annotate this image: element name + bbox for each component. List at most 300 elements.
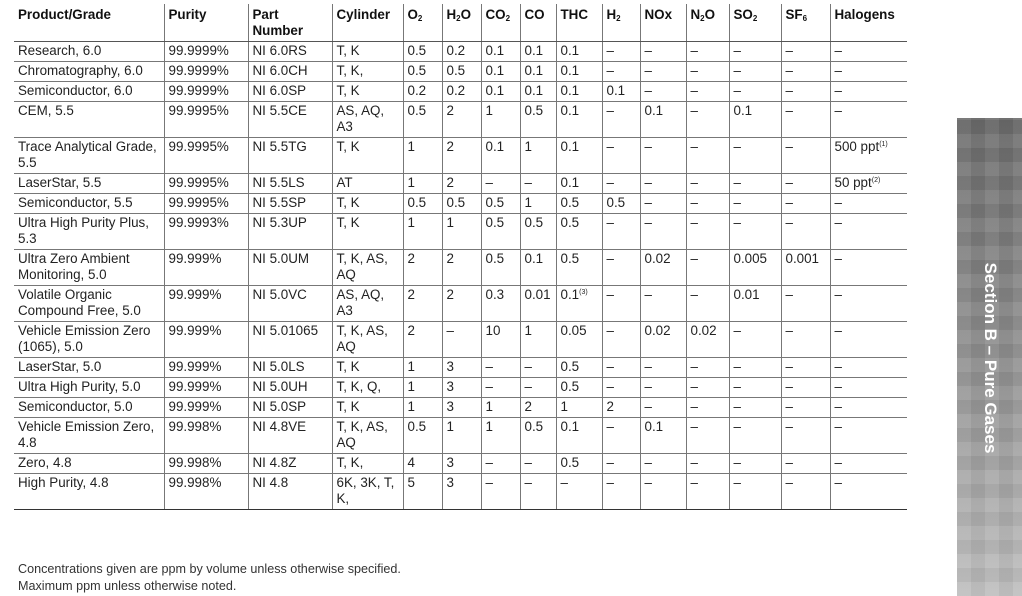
cell-o2 bbox=[403, 174, 442, 194]
column-header-text: CO bbox=[524, 7, 545, 22]
cell-value: – bbox=[606, 251, 614, 266]
cell-value: – bbox=[606, 475, 614, 490]
cell-value: – bbox=[524, 475, 532, 490]
cell-value: 99.999% bbox=[168, 399, 222, 414]
cell-h2o bbox=[442, 194, 481, 214]
cell-nox bbox=[640, 398, 686, 418]
cell-halogens bbox=[830, 474, 907, 510]
cell-so2 bbox=[729, 138, 781, 174]
cell-thc bbox=[556, 378, 602, 398]
cell-value: 0.5 bbox=[560, 359, 580, 374]
cell-so2 bbox=[729, 194, 781, 214]
cell-value: 3 bbox=[446, 455, 454, 470]
cell-o2 bbox=[403, 82, 442, 102]
cell-value: – bbox=[690, 195, 698, 210]
cell-value: 1 bbox=[407, 359, 415, 374]
cell-value: NI 5.5TG bbox=[252, 139, 307, 154]
cell-halogens bbox=[830, 174, 907, 194]
cell-thc bbox=[556, 286, 602, 322]
cell-value: 0.1 bbox=[644, 419, 664, 434]
column-header-thc bbox=[556, 4, 602, 42]
cell-purity bbox=[164, 194, 248, 214]
cell-value: – bbox=[690, 175, 698, 190]
cell-value: 3 bbox=[446, 475, 454, 490]
cell-sf6 bbox=[781, 42, 830, 62]
cell-n2o bbox=[686, 250, 729, 286]
cell-value: – bbox=[606, 43, 614, 58]
cell-value: 2 bbox=[407, 323, 415, 338]
cell-purity bbox=[164, 102, 248, 138]
cell-value: 99.9999% bbox=[168, 63, 229, 78]
cell-value: T, K, Q, bbox=[336, 379, 382, 394]
cell-sf6 bbox=[781, 194, 830, 214]
cell-value: – bbox=[606, 175, 614, 190]
cell-value: Chromatography, 6.0 bbox=[18, 63, 143, 78]
cell-co2 bbox=[481, 454, 520, 474]
cell-value: 0.2 bbox=[446, 43, 466, 58]
cell-value: – bbox=[644, 287, 652, 302]
cell-value: 50 ppt bbox=[834, 175, 872, 190]
cell-value: – bbox=[606, 379, 614, 394]
table-body bbox=[14, 42, 907, 510]
cell-value: 99.9999% bbox=[168, 83, 229, 98]
cell-value: 99.9999% bbox=[168, 43, 229, 58]
cell-value: – bbox=[690, 103, 698, 118]
cell-so2 bbox=[729, 250, 781, 286]
cell-nox bbox=[640, 418, 686, 454]
cell-value: 0.5 bbox=[446, 195, 466, 210]
cell-value: 0.5 bbox=[407, 419, 427, 434]
cell-value: 1 bbox=[524, 323, 532, 338]
column-header-text: THC bbox=[560, 7, 589, 22]
cell-value: – bbox=[785, 43, 793, 58]
cell-h2 bbox=[602, 214, 640, 250]
cell-cylinder bbox=[332, 82, 403, 102]
footnote-marker: (3) bbox=[579, 289, 588, 296]
cell-co2 bbox=[481, 174, 520, 194]
cell-n2o bbox=[686, 174, 729, 194]
column-header-sf6 bbox=[781, 4, 830, 42]
cell-value: 2 bbox=[407, 287, 415, 302]
cell-nox bbox=[640, 42, 686, 62]
cell-value: – bbox=[785, 475, 793, 490]
cell-value: 3 bbox=[446, 399, 454, 414]
cell-purity bbox=[164, 474, 248, 510]
column-header-nox bbox=[640, 4, 686, 42]
cell-value: NI 5.0UM bbox=[252, 251, 310, 266]
cell-value: 0.5 bbox=[560, 455, 580, 470]
cell-n2o bbox=[686, 454, 729, 474]
column-header-cylinder bbox=[332, 4, 403, 42]
cell-value: T, K bbox=[336, 399, 360, 414]
cell-thc bbox=[556, 214, 602, 250]
cell-purity bbox=[164, 418, 248, 454]
cell-value: – bbox=[834, 399, 842, 414]
footnote-units: Concentrations given are ppm by volume unless otherwise specified. bbox=[18, 562, 401, 576]
cell-h2 bbox=[602, 138, 640, 174]
cell-thc bbox=[556, 322, 602, 358]
cell-h2o bbox=[442, 62, 481, 82]
cell-part-number bbox=[248, 102, 332, 138]
cell-part-number bbox=[248, 286, 332, 322]
cell-o2 bbox=[403, 418, 442, 454]
cell-co2 bbox=[481, 398, 520, 418]
cell-value: 0.2 bbox=[407, 83, 427, 98]
cell-product-grade bbox=[14, 322, 164, 358]
cell-value: – bbox=[485, 455, 493, 470]
cell-product-grade bbox=[14, 398, 164, 418]
cell-value: – bbox=[834, 455, 842, 470]
cell-value: 4 bbox=[407, 455, 415, 470]
cell-part-number bbox=[248, 454, 332, 474]
cell-value: T, K, AS, AQ bbox=[336, 251, 388, 282]
cell-part-number bbox=[248, 322, 332, 358]
cell-so2 bbox=[729, 418, 781, 454]
cell-value: 0.5 bbox=[560, 379, 580, 394]
cell-cylinder bbox=[332, 174, 403, 194]
cell-nox bbox=[640, 82, 686, 102]
cell-value: 2 bbox=[446, 251, 454, 266]
cell-value: – bbox=[524, 455, 532, 470]
cell-h2o bbox=[442, 454, 481, 474]
cell-cylinder bbox=[332, 322, 403, 358]
cell-value: 0.5 bbox=[560, 215, 580, 230]
cell-value: 0.1 bbox=[485, 83, 505, 98]
cell-o2 bbox=[403, 102, 442, 138]
cell-value: 2 bbox=[524, 399, 532, 414]
cell-o2 bbox=[403, 378, 442, 398]
cell-value: – bbox=[644, 455, 652, 470]
cell-value: T, K bbox=[336, 195, 360, 210]
cell-product-grade bbox=[14, 454, 164, 474]
cell-h2 bbox=[602, 454, 640, 474]
cell-value: – bbox=[446, 323, 454, 338]
cell-part-number bbox=[248, 398, 332, 418]
section-side-tab bbox=[957, 118, 1022, 596]
cell-nox bbox=[640, 358, 686, 378]
cell-so2 bbox=[729, 62, 781, 82]
cell-value: CEM, 5.5 bbox=[18, 103, 74, 118]
cell-co bbox=[520, 174, 556, 194]
cell-o2 bbox=[403, 398, 442, 418]
cell-co bbox=[520, 378, 556, 398]
cell-value: – bbox=[606, 287, 614, 302]
cell-value: Ultra Zero Ambient Monitoring, 5.0 bbox=[18, 251, 130, 282]
cell-o2 bbox=[403, 214, 442, 250]
column-header-text: O bbox=[407, 7, 418, 22]
cell-value: – bbox=[485, 379, 493, 394]
cell-value: 99.9995% bbox=[168, 175, 229, 190]
cell-value: NI 5.3UP bbox=[252, 215, 307, 230]
cell-nox bbox=[640, 250, 686, 286]
cell-part-number bbox=[248, 194, 332, 214]
cell-value: – bbox=[644, 63, 652, 78]
cell-value: 0.5 bbox=[485, 195, 505, 210]
column-header-co bbox=[520, 4, 556, 42]
cell-value: – bbox=[733, 359, 741, 374]
cell-co bbox=[520, 250, 556, 286]
cell-thc bbox=[556, 174, 602, 194]
table-row bbox=[14, 454, 907, 474]
cell-value: 1 bbox=[485, 399, 493, 414]
cell-value: 99.999% bbox=[168, 359, 222, 374]
cell-value: – bbox=[834, 83, 842, 98]
table-header-row bbox=[14, 4, 907, 42]
cell-thc bbox=[556, 250, 602, 286]
cell-value: AS, AQ, A3 bbox=[336, 103, 385, 134]
cell-value: – bbox=[606, 323, 614, 338]
cell-value: – bbox=[606, 359, 614, 374]
cell-value: – bbox=[485, 175, 493, 190]
cell-value: – bbox=[524, 359, 532, 374]
cell-nox bbox=[640, 322, 686, 358]
cell-thc bbox=[556, 474, 602, 510]
cell-thc bbox=[556, 194, 602, 214]
cell-value: – bbox=[785, 323, 793, 338]
column-header-h2 bbox=[602, 4, 640, 42]
cell-value: – bbox=[785, 195, 793, 210]
cell-h2 bbox=[602, 42, 640, 62]
cell-value: T, K bbox=[336, 83, 360, 98]
cell-value: 3 bbox=[446, 379, 454, 394]
cell-cylinder bbox=[332, 286, 403, 322]
cell-purity bbox=[164, 378, 248, 398]
table-row bbox=[14, 174, 907, 194]
cell-sf6 bbox=[781, 250, 830, 286]
cell-co2 bbox=[481, 322, 520, 358]
cell-value: Volatile Organic Compound Free, 5.0 bbox=[18, 287, 141, 318]
table-row bbox=[14, 398, 907, 418]
cell-co bbox=[520, 194, 556, 214]
cell-value: – bbox=[733, 63, 741, 78]
cell-value: – bbox=[606, 139, 614, 154]
cell-value: – bbox=[733, 195, 741, 210]
column-header-subscript: 2 bbox=[456, 14, 461, 23]
cell-h2o bbox=[442, 82, 481, 102]
cell-purity bbox=[164, 322, 248, 358]
cell-part-number bbox=[248, 474, 332, 510]
cell-product-grade bbox=[14, 378, 164, 398]
table-row bbox=[14, 286, 907, 322]
cell-value: 0.5 bbox=[407, 63, 427, 78]
cell-sf6 bbox=[781, 286, 830, 322]
cell-value: – bbox=[834, 323, 842, 338]
cell-value: – bbox=[785, 63, 793, 78]
cell-co bbox=[520, 398, 556, 418]
cell-h2 bbox=[602, 322, 640, 358]
cell-so2 bbox=[729, 474, 781, 510]
cell-value: 0.2 bbox=[446, 83, 466, 98]
cell-value: – bbox=[733, 379, 741, 394]
cell-thc bbox=[556, 42, 602, 62]
cell-value: – bbox=[733, 323, 741, 338]
cell-value: 99.998% bbox=[168, 475, 222, 490]
cell-halogens bbox=[830, 418, 907, 454]
cell-value: – bbox=[834, 359, 842, 374]
cell-nox bbox=[640, 62, 686, 82]
cell-o2 bbox=[403, 194, 442, 214]
cell-product-grade bbox=[14, 102, 164, 138]
cell-value: – bbox=[785, 455, 793, 470]
cell-value: 1 bbox=[407, 215, 415, 230]
cell-value: – bbox=[733, 419, 741, 434]
cell-value: – bbox=[644, 379, 652, 394]
cell-value: 0.1 bbox=[644, 103, 664, 118]
cell-value: – bbox=[733, 475, 741, 490]
cell-co bbox=[520, 102, 556, 138]
cell-nox bbox=[640, 102, 686, 138]
footnote-maximum: Maximum ppm unless otherwise noted. bbox=[18, 579, 237, 593]
cell-cylinder bbox=[332, 378, 403, 398]
cell-h2o bbox=[442, 286, 481, 322]
cell-co bbox=[520, 358, 556, 378]
cell-value: 99.999% bbox=[168, 287, 222, 302]
cell-thc bbox=[556, 418, 602, 454]
cell-product-grade bbox=[14, 418, 164, 454]
cell-value: 1 bbox=[446, 215, 454, 230]
cell-halogens bbox=[830, 286, 907, 322]
cell-co2 bbox=[481, 102, 520, 138]
cell-value: 500 ppt bbox=[834, 139, 880, 154]
cell-value: 2 bbox=[446, 103, 454, 118]
cell-n2o bbox=[686, 42, 729, 62]
cell-halogens bbox=[830, 250, 907, 286]
cell-value: T, K bbox=[336, 43, 360, 58]
cell-thc bbox=[556, 358, 602, 378]
cell-co2 bbox=[481, 42, 520, 62]
cell-value: – bbox=[524, 379, 532, 394]
cell-value: – bbox=[834, 43, 842, 58]
cell-halogens bbox=[830, 322, 907, 358]
cell-co bbox=[520, 42, 556, 62]
cell-value: 10 bbox=[485, 323, 501, 338]
cell-h2 bbox=[602, 82, 640, 102]
cell-value: – bbox=[785, 215, 793, 230]
cell-value: 0.1 bbox=[485, 139, 505, 154]
cell-value: – bbox=[690, 63, 698, 78]
cell-n2o bbox=[686, 62, 729, 82]
cell-part-number bbox=[248, 174, 332, 194]
cell-value: – bbox=[690, 399, 698, 414]
table-row bbox=[14, 250, 907, 286]
cell-product-grade bbox=[14, 286, 164, 322]
cell-so2 bbox=[729, 286, 781, 322]
cell-value: NI 4.8 bbox=[252, 475, 289, 490]
cell-value: 0.5 bbox=[560, 251, 580, 266]
cell-thc bbox=[556, 138, 602, 174]
cell-cylinder bbox=[332, 138, 403, 174]
cell-value: – bbox=[785, 103, 793, 118]
specification-table bbox=[14, 4, 907, 510]
cell-value: – bbox=[785, 287, 793, 302]
cell-purity bbox=[164, 286, 248, 322]
cell-value: 99.9995% bbox=[168, 103, 229, 118]
cell-value: Vehicle Emission Zero (1065), 5.0 bbox=[18, 323, 151, 354]
cell-thc bbox=[556, 62, 602, 82]
cell-sf6 bbox=[781, 82, 830, 102]
cell-value: – bbox=[606, 455, 614, 470]
cell-h2 bbox=[602, 62, 640, 82]
cell-product-grade bbox=[14, 194, 164, 214]
cell-sf6 bbox=[781, 102, 830, 138]
cell-value: – bbox=[785, 399, 793, 414]
cell-thc bbox=[556, 82, 602, 102]
cell-value: T, K bbox=[336, 139, 360, 154]
cell-sf6 bbox=[781, 174, 830, 194]
cell-value: 0.1 bbox=[524, 63, 544, 78]
cell-purity bbox=[164, 62, 248, 82]
cell-value: 1 bbox=[446, 419, 454, 434]
column-header-purity bbox=[164, 4, 248, 42]
cell-value: – bbox=[785, 175, 793, 190]
cell-n2o bbox=[686, 358, 729, 378]
cell-cylinder bbox=[332, 418, 403, 454]
column-header-so2 bbox=[729, 4, 781, 42]
cell-value: – bbox=[690, 43, 698, 58]
cell-sf6 bbox=[781, 138, 830, 174]
cell-product-grade bbox=[14, 358, 164, 378]
cell-h2 bbox=[602, 102, 640, 138]
cell-value: T, K, AS, AQ bbox=[336, 419, 388, 450]
cell-so2 bbox=[729, 398, 781, 418]
column-header-text: Part Number bbox=[252, 7, 304, 38]
section-side-tab-label: Section B – Pure Gases bbox=[980, 262, 1000, 454]
cell-co2 bbox=[481, 138, 520, 174]
column-header-n2o bbox=[686, 4, 729, 42]
table-row bbox=[14, 358, 907, 378]
table-row bbox=[14, 82, 907, 102]
cell-co bbox=[520, 62, 556, 82]
cell-value: 0.5 bbox=[446, 63, 466, 78]
cell-part-number bbox=[248, 418, 332, 454]
cell-o2 bbox=[403, 42, 442, 62]
cell-value: 0.5 bbox=[407, 195, 427, 210]
cell-h2o bbox=[442, 358, 481, 378]
cell-sf6 bbox=[781, 454, 830, 474]
cell-value: 99.998% bbox=[168, 419, 222, 434]
cell-value: 0.1 bbox=[560, 43, 580, 58]
cell-value: – bbox=[644, 475, 652, 490]
cell-value: – bbox=[690, 419, 698, 434]
cell-value: 99.999% bbox=[168, 379, 222, 394]
cell-halogens bbox=[830, 358, 907, 378]
cell-product-grade bbox=[14, 82, 164, 102]
cell-so2 bbox=[729, 378, 781, 398]
cell-part-number bbox=[248, 378, 332, 398]
cell-purity bbox=[164, 138, 248, 174]
column-header-subscript: 2 bbox=[752, 14, 758, 23]
cell-value: 0.1 bbox=[606, 83, 626, 98]
cell-co bbox=[520, 418, 556, 454]
column-header-subscript: 6 bbox=[802, 14, 808, 23]
cell-h2o bbox=[442, 474, 481, 510]
column-header-text: N bbox=[690, 7, 701, 22]
column-header-text-tail: O bbox=[460, 7, 472, 22]
cell-cylinder bbox=[332, 398, 403, 418]
cell-co bbox=[520, 138, 556, 174]
cell-value: 1 bbox=[485, 103, 493, 118]
cell-value: Ultra High Purity Plus, 5.3 bbox=[18, 215, 149, 246]
cell-nox bbox=[640, 454, 686, 474]
cell-value: 99.9995% bbox=[168, 195, 229, 210]
cell-value: – bbox=[834, 195, 842, 210]
column-header-subscript: 2 bbox=[417, 14, 423, 23]
cell-so2 bbox=[729, 82, 781, 102]
column-header-text: H bbox=[606, 7, 617, 22]
cell-value: – bbox=[524, 175, 532, 190]
cell-value: 0.5 bbox=[560, 195, 580, 210]
cell-value: NI 5.5LS bbox=[252, 175, 305, 190]
